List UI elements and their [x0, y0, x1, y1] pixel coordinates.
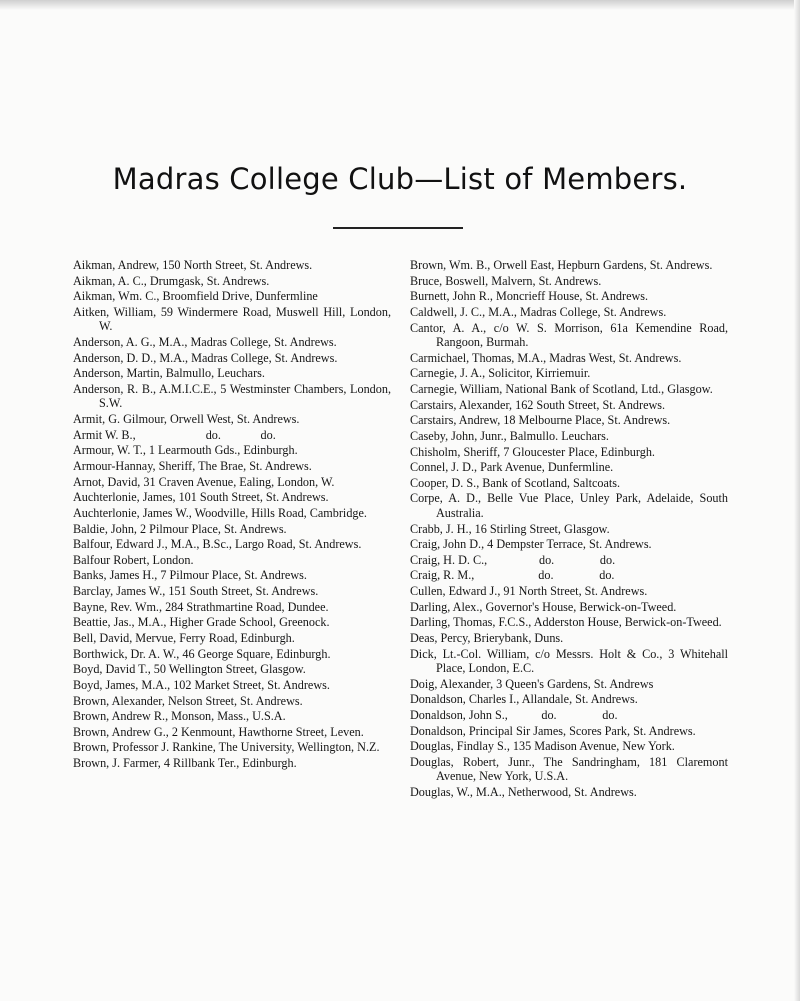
member-entry: Douglas, Findlay S., 135 Madison Avenue, New York. — [410, 739, 675, 754]
member-entry: Caldwell, J. C., M.A., Madras College, St. Andrews. — [410, 304, 667, 319]
member-entry: Auchterlonie, James W., Woodville, Hills Road, Cambridge. — [73, 505, 367, 520]
member-entry: Aikman, Wm. C., Broomfield Drive, Dunfermline — [73, 289, 318, 304]
member-entry: Chisholm, Sheriff, 7 Gloucester Place, Edinburgh. — [410, 444, 655, 459]
member-entry: Carstairs, Alexander, 162 South Street, St. Andrews. — [410, 397, 666, 412]
member-entry: Dick, Lt.-Col. William, c/o Messrs. Holt & Co., 3 Whitehall Place, London, E.C. — [410, 646, 728, 676]
member-entry: Carnegie, William, National Bank of Scotland, Ltd., Glasgow. — [410, 381, 713, 396]
member-entry: Burnett, John R., Moncrieff House, St. Andrews. — [410, 289, 649, 304]
member-entry: Brown, Andrew R., Monson, Mass., U.S.A. — [73, 709, 286, 724]
member-entry: Connel, J. D., Park Avenue, Dunfermline. — [410, 460, 614, 475]
member-entry: Boyd, James, M.A., 102 Market Street, St. Andrews. — [73, 677, 330, 692]
member-entry: Brown, Professor J. Rankine, The University, Wellington, N.Z. — [73, 740, 380, 755]
member-entry: Baldie, John, 2 Pilmour Place, St. Andrews. — [73, 521, 287, 536]
member-entry: Boyd, David T., 50 Wellington Street, Glasgow. — [73, 662, 306, 677]
title-rule — [333, 227, 463, 229]
member-entry: Armour, W. T., 1 Learmouth Gds., Edinburgh. — [73, 443, 298, 458]
member-entry: Crabb, J. H., 16 Stirling Street, Glasgow. — [410, 521, 610, 536]
member-entry: Armour-Hannay, Sheriff, The Brae, St. Andrews. — [73, 458, 312, 473]
member-entry: Beattie, Jas., M.A., Higher Grade School, Greenock. — [73, 615, 330, 630]
member-entry: Anderson, Martin, Balmullo, Leuchars. — [73, 366, 265, 381]
member-entry: Arnot, David, 31 Craven Avenue, Ealing, London, W. — [73, 474, 335, 489]
members-column-left — [73, 258, 391, 772]
member-entry: Deas, Percy, Brierybank, Duns. — [410, 631, 564, 645]
member-entry: Caseby, John, Junr., Balmullo. Leuchars. — [410, 428, 609, 443]
member-entry: Banks, James H., 7 Pilmour Place, St. Andrews. — [73, 568, 307, 583]
page-right-edge — [794, 0, 800, 1001]
page-top-edge — [0, 0, 800, 10]
member-entry: Craig, John D., 4 Dempster Terrace, St. Andrews. — [410, 537, 652, 552]
member-entry: Balfour, Edward J., M.A., B.Sc., Largo Road, St. Andrews. — [73, 537, 362, 552]
member-entry: Brown, Alexander, Nelson Street, St. Andrews. — [73, 693, 303, 708]
member-entry: Donaldson, Principal Sir James, Scores Park, St. Andrews. — [410, 723, 696, 738]
member-entry: Bruce, Boswell, Malvern, St. Andrews. — [410, 273, 602, 288]
member-entry: Aikman, A. C., Drumgask, St. Andrews. — [73, 273, 270, 288]
member-entry: Brown, J. Farmer, 4 Rillbank Ter., Edinburgh. — [73, 756, 297, 771]
member-entry: Cantor, A. A., c/o W. S. Morrison, 61a Kemendine Road, Rangoon, Burmah. — [410, 320, 728, 350]
member-entry: Aikman, Andrew, 150 North Street, St. Andrews. — [73, 258, 313, 272]
member-entry: Anderson, A. G., M.A., Madras College, St. Andrews. — [73, 335, 337, 350]
member-entry: Aitken, William, 59 Windermere Road, Muswell Hill, London, W. — [73, 304, 391, 334]
member-entry: Brown, Andrew G., 2 Kenmount, Hawthorne Street, Leven. — [73, 724, 364, 739]
member-entry: Donaldson, Charles I., Allandale, St. Andrews. — [410, 692, 638, 707]
member-entry: Anderson, D. D., M.A., Madras College, St. Andrews. — [73, 350, 338, 365]
member-entry: Darling, Thomas, F.C.S., Adderston House, Berwick-on-Tweed. — [410, 615, 722, 630]
member-entry: Carnegie, J. A., Solicitor, Kirriemuir. — [410, 366, 591, 381]
member-entry: Armit, G. Gilmour, Orwell West, St. Andrews. — [73, 412, 300, 427]
member-entry: Carstairs, Andrew, 18 Melbourne Place, St. Andrews. — [410, 413, 671, 428]
member-entry: Corpe, A. D., Belle Vue Place, Unley Park, Adelaide, South Australia. — [410, 491, 728, 520]
member-entry: Darling, Alex., Governor's House, Berwick-on-Tweed. — [410, 599, 677, 614]
members-column-right — [410, 258, 728, 801]
member-entry: Cooper, D. S., Bank of Scotland, Saltcoats. — [410, 475, 621, 490]
member-entry: Craig, R. M., do. do. — [410, 568, 615, 583]
member-entry: Brown, Wm. B., Orwell East, Hepburn Gardens, St. Andrews. — [410, 258, 713, 272]
member-entry: Donaldson, John S., do. do. — [410, 708, 618, 723]
member-entry: Craig, H. D. C., do. do. — [410, 552, 616, 567]
member-entry: Armit W. B., do. do. — [73, 427, 276, 442]
member-entry: Cullen, Edward J., 91 North Street, St. Andrews. — [410, 584, 648, 599]
page-title: Madras College Club—List of Members. — [112, 162, 688, 196]
member-entry: Barclay, James W., 151 South Street, St. Andrews. — [73, 584, 319, 599]
member-entry: Douglas, W., M.A., Netherwood, St. Andrews. — [410, 785, 637, 800]
member-entry: Carmichael, Thomas, M.A., Madras West, St. Andrews. — [410, 350, 682, 365]
member-entry: Balfour Robert, London. — [73, 552, 194, 567]
member-entry: Doig, Alexander, 3 Queen's Gardens, St. Andrews — [410, 676, 654, 691]
member-entry: Douglas, Robert, Junr., The Sandringham, 181 Claremont Avenue, New York, U.S.A. — [410, 754, 728, 784]
member-entry: Bell, David, Mervue, Ferry Road, Edinburgh. — [73, 631, 295, 645]
member-entry: Bayne, Rev. Wm., 284 Strathmartine Road, Dundee. — [73, 599, 329, 614]
member-entry: Anderson, R. B., A.M.I.C.E., 5 Westminster Chambers, London, S.W. — [73, 381, 391, 411]
member-entry: Borthwick, Dr. A. W., 46 George Square, Edinburgh. — [73, 646, 331, 661]
member-entry: Auchterlonie, James, 101 South Street, St. Andrews. — [73, 490, 329, 505]
